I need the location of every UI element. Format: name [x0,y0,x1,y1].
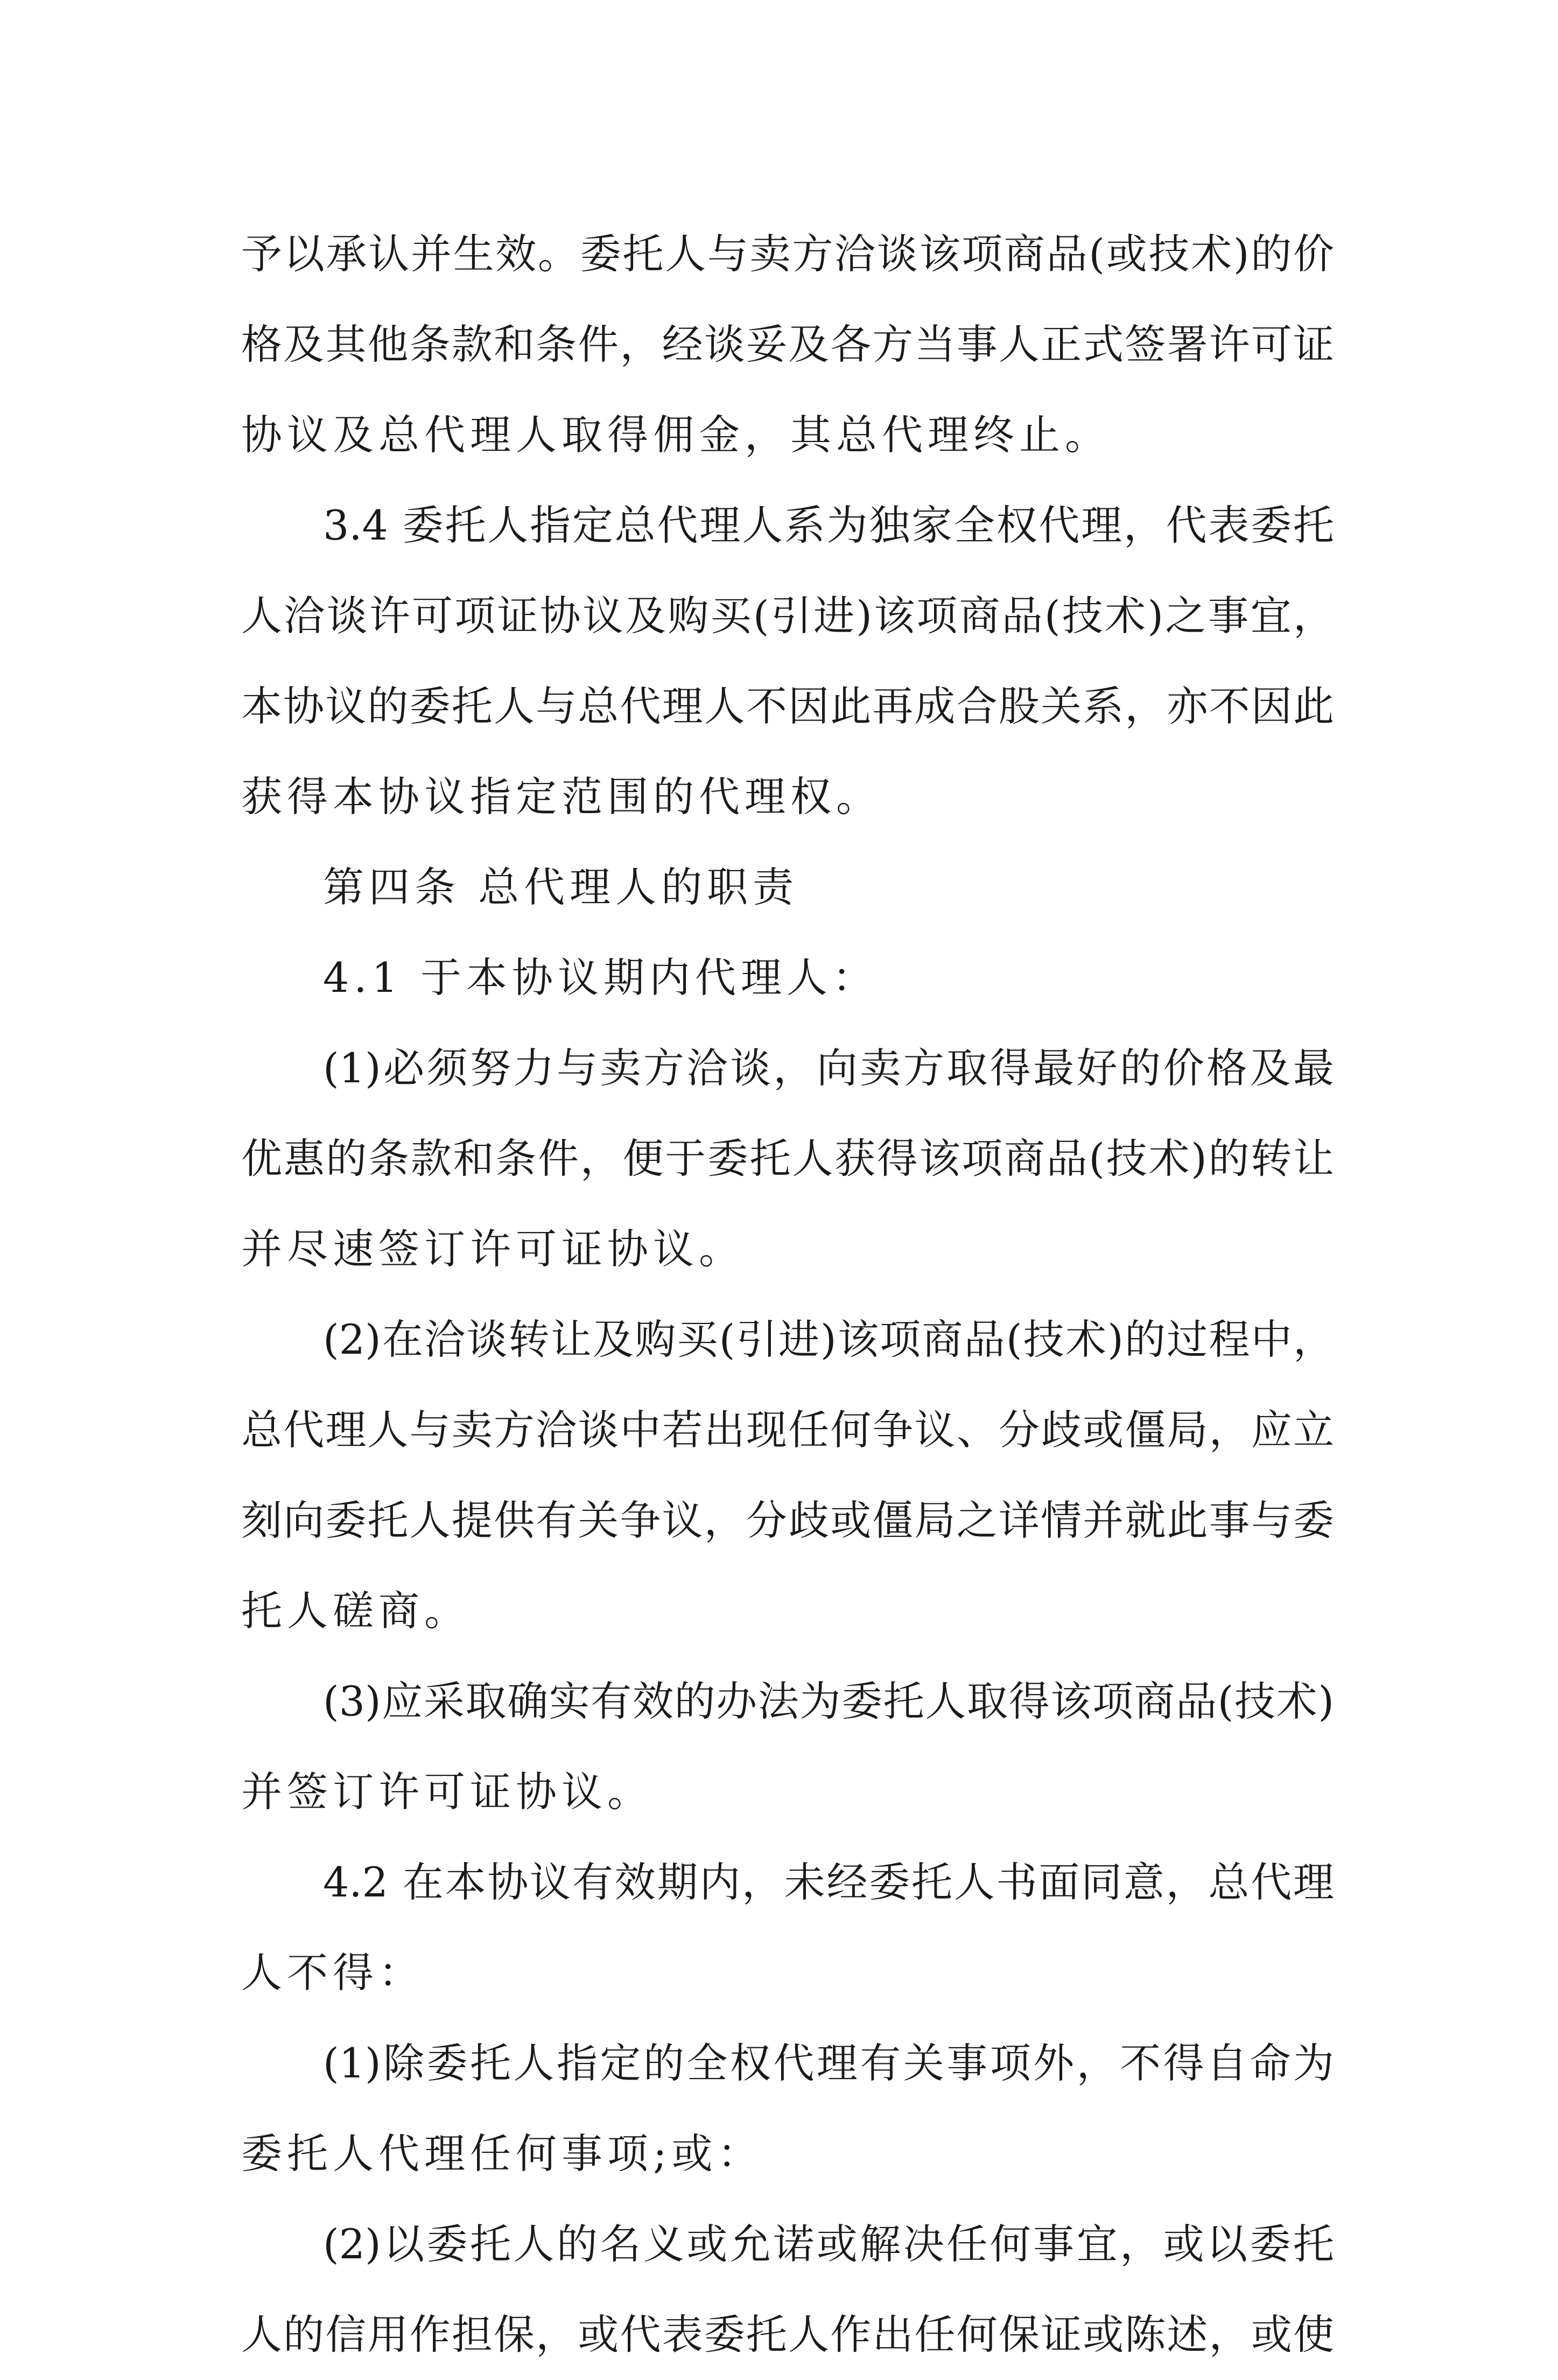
text-line: 并签订许可证协议。 [241,1768,653,1816]
text-line: 托人磋商。 [241,1587,470,1635]
text-line: 并尽速签订许可证协议。 [241,1225,745,1273]
item-2-line: (2)以委托人的名义或允诺或解决任何事宜，或以委托 [323,2220,1334,2268]
item-2-line: (2)在洽谈转让及购买(引进)该项商品(技术)的过程中， [323,1315,1334,1363]
text-line: 格及其他条款和条件，经谈妥及各方当事人正式签署许可证 [241,320,1334,368]
clause-4-1-line: 4.1 于本协议期内代理人： [323,954,879,1002]
item-1-line: (1)必须努力与卖方洽谈，向卖方取得最好的价格及最 [323,1044,1334,1092]
text-line: 人的信用作担保，或代表委托人作出任何保证或陈述，或使 [241,2311,1334,2358]
article-four-heading: 第四条 总代理人的职责 [323,863,799,911]
document-body [241,209,1334,2380]
text-line: 委托人代理任何事项;或： [241,2130,763,2178]
text-line: 人洽谈许可项证协议及购买(引进)该项商品(技术)之事宜， [241,592,1334,640]
item-3-line: (3)应采取确实有效的办法为委托人取得该项商品(技术) [323,1677,1334,1725]
text-line: 优惠的条款和条件，便于委托人获得该项商品(技术)的转让 [241,1135,1334,1182]
text-line: 予以承认并生效。委托人与卖方洽谈该项商品(或技术)的价 [241,230,1334,278]
text-line: 人不得： [241,1949,424,1997]
item-1-line: (1)除委托人指定的全权代理有关事项外，不得自命为 [323,2039,1334,2087]
clause-4-2-line: 4.2 在本协议有效期内，未经委托人书面同意，总代理 [323,1858,1334,1906]
text-line: 本协议的委托人与总代理人不因此再成合股关系，亦不因此 [241,682,1334,730]
text-line: 总代理人与卖方洽谈中若出现任何争议、分歧或僵局，应立 [241,1406,1334,1454]
text-line: 刻向委托人提供有关争议，分歧或僵局之详情并就此事与委 [241,1496,1334,1544]
text-line: 获得本协议指定范围的代理权。 [241,773,882,821]
text-line: 协议及总代理人取得佣金，其总代理终止。 [241,411,1111,459]
clause-3-4-line: 3.4 委托人指定总代理人系为独家全权代理，代表委托 [323,501,1334,549]
